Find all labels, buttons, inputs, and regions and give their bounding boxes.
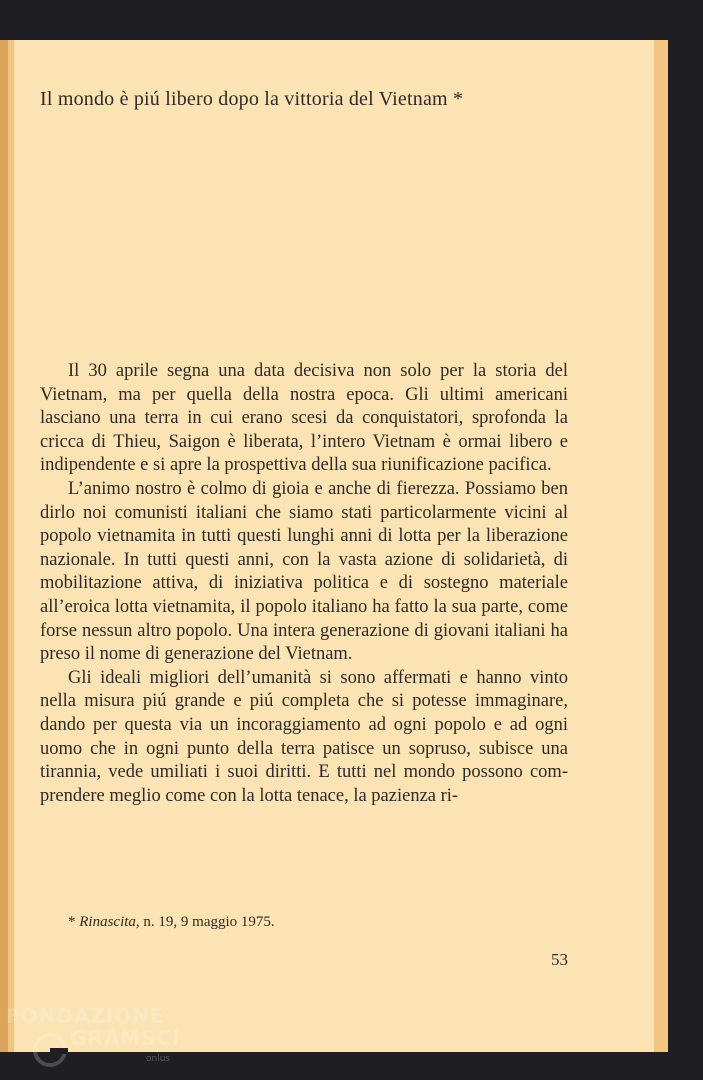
footnote-details: n. 19, 9 maggio 1975. [139, 914, 275, 930]
watermark-small-text: onlus [146, 1054, 171, 1064]
body-text [40, 360, 568, 808]
page-number: 53 [551, 950, 568, 969]
page-binding-edge [0, 40, 8, 1052]
footnote-source: Rinascita, [79, 914, 140, 930]
paragraph-3: Gli ideali migliori dell’umanità si sono affermati e hanno vinto nella misura piú grande e piú completa che si potesse immaginare, dando per questa via un incoraggiamento ad ogni popolo e ad ogni uomo che in ogni punto della terra patisce un sopruso, subisce una tirannia, vede umiliati i suoi diritti. E tutti nel mondo possono comprendere meglio come con la lotta tenace, la pazienza ri- [40, 667, 568, 806]
footnote [68, 914, 568, 931]
watermark-line-2: GRAMSCI [70, 1026, 181, 1050]
watermark [6, 1004, 186, 1074]
watermark-logo-icon [30, 1030, 70, 1070]
paragraph-1: Il 30 aprile segna una data decisiva non solo per la storia del Vietnam, ma per quella della nostra epoca. Gli ultimi americani lasciano una terra in cui erano scesi da conquistatori, sprofonda la cricca di Thieu, Saigon è liberata, l’intero Vietnam è ormai libero e indipendente e si apre la prospettiva della sua riunificazione pacifica. [40, 361, 568, 476]
footnote-marker: * [68, 914, 80, 930]
chapter-title: Il mondo è piú libero dopo la vittoria del Vietnam * [40, 88, 464, 110]
watermark-line-1: FONDAZIONE [6, 1004, 165, 1028]
paragraph-2: L’animo nostro è colmo di gioia e anche di fierezza. Possiamo ben dirlo noi comunisti italiani che siamo stati particolarmente vicini al popolo vietnamita in tutti questi lunghi anni di lotta per la liberazione nazionale. In tutti questi anni, con la vasta azione di solidarietà, di mobilitazione attiva, di iniziativa politica e di sostegno materiale all’eroica lotta vietnamita, il popolo italiano ha fatto la sua parte, come forse nessun altro popolo. Una intera generazione di giovani italiani ha preso il nome di generazione del Vietnam. [40, 478, 568, 665]
